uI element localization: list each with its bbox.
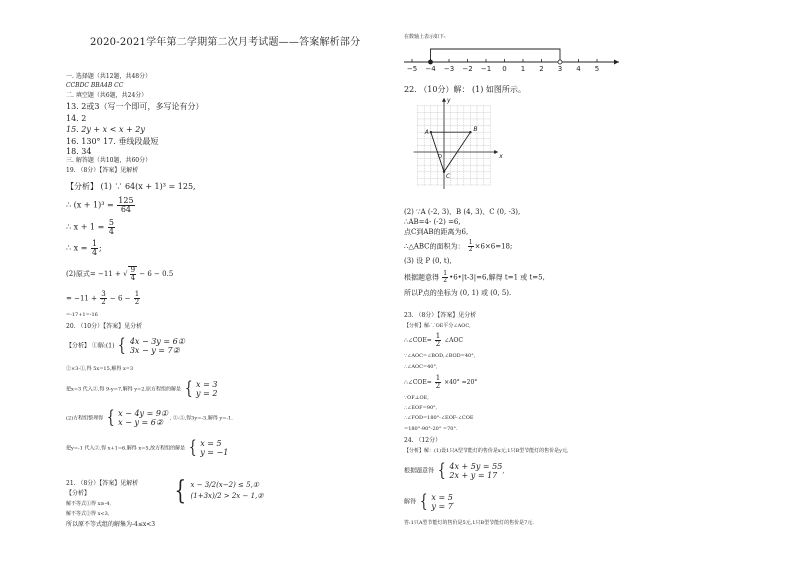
- q24-heading: 24. （12分）: [404, 437, 442, 444]
- q23-step2: ∴∠COE= $\frac{1}{2}$ ∠AOC: [404, 332, 463, 348]
- point-b: [469, 131, 471, 133]
- page-title: 2020-2021学年第二学期第二次月考试题——答案解析部分: [90, 37, 361, 48]
- number-line-tick-label: 4: [576, 65, 581, 73]
- q22-step4: 点C到AB的距离为6,: [404, 228, 469, 236]
- interval-end-dot: [558, 60, 562, 64]
- number-line-tick-label: 3: [557, 65, 563, 73]
- q23-step7: ∴∠EOF=90°,: [404, 405, 438, 411]
- q24-system1: 根据题意得 { 4x + 5y = 55 2x + y = 17 ,: [404, 460, 505, 481]
- number-line-tick-label: −4: [425, 65, 436, 73]
- numberline-caption: 在数轴上表示如下:: [404, 34, 446, 40]
- number-line-tick-label: −2: [462, 65, 473, 73]
- q20-system2: (2)方程组整理得 { x − 4y = 9① x − y = 6② , ②-①,得3y=-3,解得 y=-1.: [66, 407, 233, 428]
- q20-step3: 把x=3 代入②,得 9-y=7,解得 y=2,原方程组的解是 { x = 3 y = 2: [66, 378, 218, 399]
- answer-13: 13. 2或3（写一个即可，多写论有分）: [66, 102, 204, 111]
- answer-15: 15. 2y + x < x + 2y: [66, 125, 145, 134]
- q19-heading: 19. （8分）【答案】见解析: [66, 167, 139, 174]
- number-line-tick-label: 2: [539, 65, 544, 73]
- q20-step2: ②×3-①,得 5x=15,解得 x=3: [66, 366, 134, 372]
- q20-heading: 20. （10分）【答案】见分析: [66, 323, 143, 330]
- interval-start-dot: [429, 60, 433, 64]
- choice-answers: CCBDC BBA4B CC: [66, 82, 124, 89]
- q23-heading: 23. （8分）【答案】见分析: [404, 312, 477, 319]
- q21-step2: 解不等式①得 x≥-4,: [66, 501, 112, 507]
- q19-step2: ∴ (x + 1)³ = $\frac{125}{64}$: [66, 196, 134, 214]
- y-axis-label: y: [447, 96, 451, 104]
- number-line-arrow: [614, 60, 619, 65]
- q22-heading: 22. （10分）解： (1) 如图所示。: [404, 85, 526, 94]
- x-axis-arrow: [494, 150, 498, 154]
- x-axis-label: x: [499, 153, 503, 160]
- q23-step5: ∴∠COE= $\frac{1}{2}$ ×40° =20°: [404, 374, 478, 390]
- q23-step6: ∵OF⊥OE,: [404, 395, 429, 401]
- q22-step6: (3) 设 P (0, t),: [404, 257, 452, 265]
- q24-answer: 答:1只A型节能灯的售价是5元,1只B型节能灯的售价是7元.: [404, 520, 534, 526]
- coordinate-plot-figure: [404, 94, 503, 198]
- q19-step5: (2)原式= −11 + √ $\frac{9}{4}$ − 6 − 0.5: [66, 266, 174, 282]
- number-line-tick-label: −5: [406, 65, 418, 73]
- q19-step7: =-17+1=-16: [66, 312, 98, 318]
- q20-step5: 把y=-1 代入②,得 x+1=6,解得 x=5,故方程组的解是 { x = 5 y = −1: [66, 437, 229, 458]
- number-line-tick-label: −1: [480, 65, 492, 73]
- q23-step1: 【分析】解:∵OE平分∠AOC,: [404, 323, 471, 329]
- y-axis-arrow: [442, 98, 446, 102]
- point-label-b: B: [473, 126, 478, 134]
- q23-step8: ∴∠FOD=180°-∠EOF-∠COE: [404, 415, 474, 421]
- answer-18: 18. 34: [66, 147, 92, 156]
- number-line-tick-label: 0: [502, 65, 507, 73]
- point-label-c: C: [446, 172, 451, 180]
- section-choice-heading: 一. 选择题（共12题，共48分）: [66, 73, 152, 80]
- q24-system2: 解得 { x = 5 y = 7 .: [404, 491, 455, 512]
- point-a: [430, 131, 432, 133]
- number-line-tick-label: 5: [594, 65, 600, 73]
- q19-step6: = −11 + $\frac{3}{2}$ − 6 − $\frac{1}{2}$: [66, 290, 140, 306]
- q21-step3: 解不等式②得 x<3,: [66, 511, 110, 517]
- q23-step3: ∵∠AOC=∠BOD,∠BOD=40°,: [404, 353, 476, 359]
- q23-step9: =180°-90°-20° =70°.: [404, 426, 458, 432]
- q22-step7: 根据题意得 $\frac{1}{2}$ •6•|t-3|=6,解得 t=1 或 t=5,: [404, 270, 545, 284]
- number-line-figure: [404, 44, 634, 80]
- q22-step8: 所以P点的坐标为 (0, 1) 或 (0, 5).: [404, 289, 512, 297]
- section-fill-heading: 二. 填空题（共6题，共24分）: [66, 92, 148, 99]
- q21-analysis-label: 【分析】: [66, 490, 91, 497]
- q24-step1: 【分析】解：(1)设1只A型节能灯的售价是x元,1只B型节能灯的售价是y元,: [404, 448, 569, 454]
- q21-system: { x − 3/2(x−2) ≤ 5,① (1+3x)/2 > 2x − 1,②: [174, 476, 264, 506]
- q21-conclusion: 所以原不等式组的解集为-4≤x<3: [66, 521, 156, 528]
- q20-system1: 【分析】 ①解:(1) { 4x − 3y = 6① 3x − y = 7②: [66, 335, 185, 356]
- q22-step2: (2) ∵A (-2, 3)、B (4, 3)、C (0, -3),: [404, 208, 521, 216]
- q19-step4: ∴ x = $\frac{1}{4}$ ;: [66, 239, 102, 257]
- answer-14: 14. 2: [66, 114, 87, 123]
- q19-step3: ∴ x + 1 = $\frac{5}{4}$: [66, 218, 114, 236]
- q23-step4: ∴∠AOC=40°,: [404, 364, 438, 370]
- q21-heading: 21. （8分）【答案】见解析: [66, 480, 139, 487]
- q22-step5: ∴△ABC的面积为： $\frac{1}{2}$ ×6×6=18;: [404, 239, 513, 253]
- point-c: [443, 171, 445, 173]
- number-line-tick-label: −3: [443, 65, 455, 73]
- q19-step1: 【分析】 (1) ∵ 64(x + 1)³ = 125,: [66, 182, 196, 191]
- q22-step3: ∴AB=4- (-2) =6,: [404, 218, 461, 226]
- solution-interval-bracket: [431, 49, 561, 62]
- answer-16-17: 16. 130° 17. 垂线段最短: [66, 137, 159, 146]
- section-solve-heading: 三. 解答题（共10题，共60分）: [66, 157, 152, 164]
- point-label-a: A: [424, 129, 429, 137]
- number-line-tick-label: 1: [520, 65, 526, 73]
- origin-label: O: [438, 154, 442, 160]
